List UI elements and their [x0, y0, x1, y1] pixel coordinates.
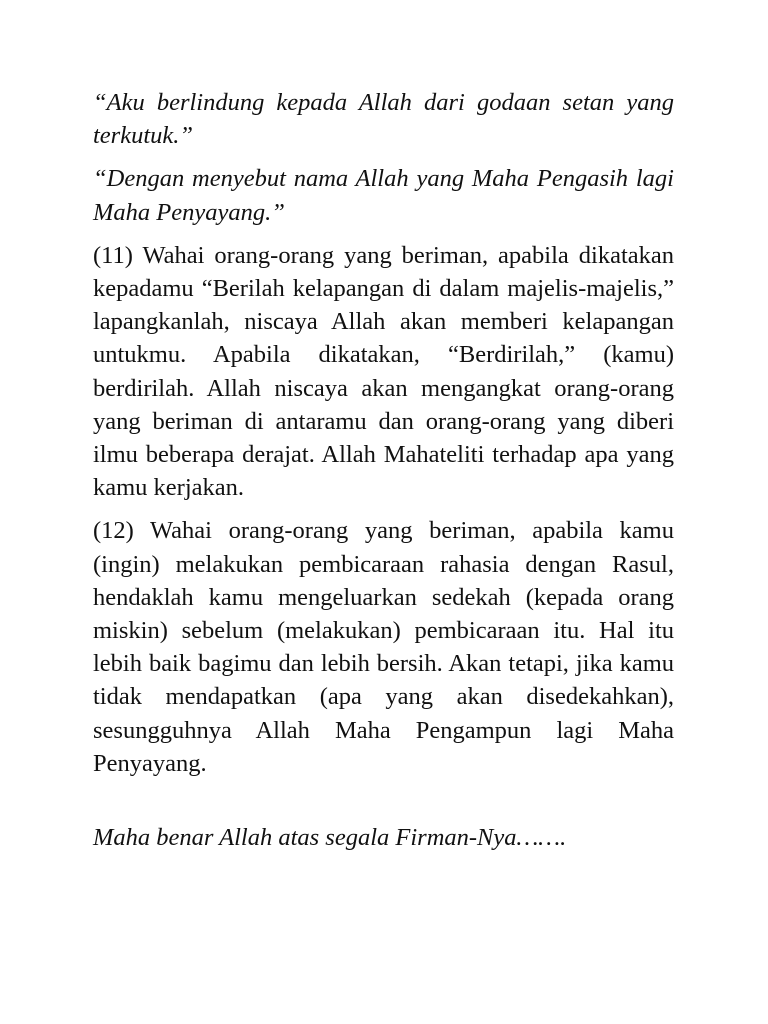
- opening-basmalah: “Dengan menyebut nama Allah yang Maha Pengasih lagi Maha Penyayang.”: [93, 165, 674, 226]
- verse-paragraph-11: (11) Wahai orang-orang yang beriman, apabila dikatakan kepadamu “Berilah kelapangan di dalam majelis-majelis,” lapangkanlah, niscaya Allah akan memberi kelapangan untukmu. Apabila dikatakan, “Berdirilah,” (kamu) berdirilah. Allah niscaya akan mengangkat orang-orang yang beriman di antaramu dan orang-orang yang diberi ilmu beberapa derajat. Allah Mahateliti terhadap apa yang kamu kerjakan.: [93, 241, 674, 502]
- verse-paragraph-12: (12) Wahai orang-orang yang beriman, apabila kamu (ingin) melakukan pembicaraan rahasia dengan Rasul, hendaklah kamu mengeluarkan sedekah (kepada orang miskin) sebelum (melakukan) pembicaraan itu. Hal itu lebih baik bagimu dan lebih bersih. Akan tetapi, jika kamu tidak mendapatkan (apa yang akan disedekahkan), sesungguhnya Allah Maha Pengampun lagi Maha Penyayang.: [93, 517, 674, 777]
- document-page: [93, 86, 674, 864]
- closing-line: Maha benar Allah atas segala Firman-Nya…….: [93, 824, 567, 852]
- opening-taawwudz: “Aku berlindung kepada Allah dari godaan setan yang terkutuk.”: [93, 89, 674, 150]
